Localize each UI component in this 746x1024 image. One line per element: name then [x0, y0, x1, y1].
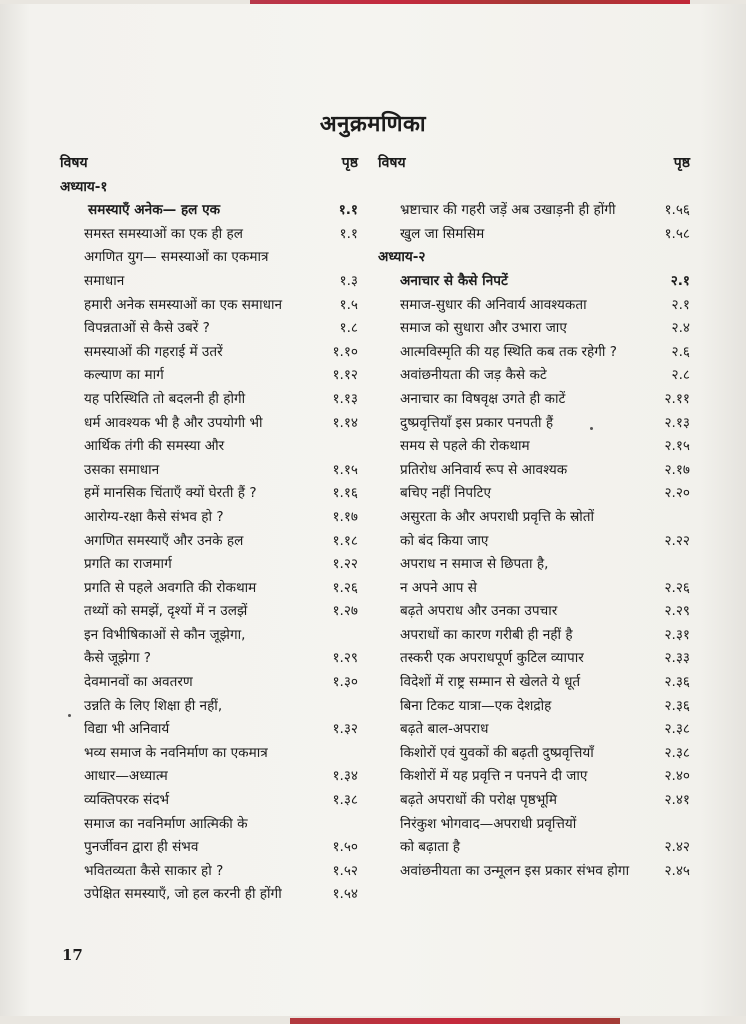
toc-entry [378, 742, 690, 766]
entry-page: २.३३ [664, 650, 690, 667]
toc-entry [378, 600, 690, 624]
page-heading: पृष्ठ [673, 155, 690, 171]
toc-entry [378, 718, 690, 742]
entry-title: बिना टिकट यात्रा—एक देशद्रोह [400, 697, 552, 714]
toc-entry [378, 530, 690, 554]
toc-entry [60, 647, 358, 671]
toc-entry [378, 813, 690, 837]
subject-heading: विषय [378, 155, 406, 171]
entry-page: १.१३ [332, 390, 358, 407]
entry-title: आर्थिक तंगी की समस्या और [84, 438, 225, 455]
entry-page: २.१३ [664, 414, 690, 431]
chapter-heading [60, 176, 358, 200]
toc-entry [60, 836, 358, 860]
toc-entry [60, 718, 358, 742]
toc-entry [60, 223, 358, 247]
entry-title: कल्याण का मार्ग [84, 367, 164, 384]
entry-page: १.३२ [332, 721, 358, 738]
entry-title: आधार—अध्यात्म [84, 768, 168, 785]
entry-title: अपराध न समाज से छिपता है, [400, 556, 549, 573]
entry-title: उपेक्षित समस्याएँ, जो हल करनी ही होंगी [84, 886, 282, 903]
toc-entry [60, 860, 358, 884]
toc-entry [378, 341, 690, 365]
entry-page: १.२७ [332, 603, 358, 620]
entry-page: १.१ [338, 202, 358, 219]
entry-title: विपन्नताओं से कैसे उबरें ? [84, 320, 210, 337]
entry-page: २.२९ [664, 603, 690, 620]
entry-title: दुष्प्रवृत्तियाँ इस प्रकार पनपती हैं [400, 414, 554, 431]
toc-entry [60, 388, 358, 412]
entry-title: भ्रष्टाचार की गहरी जड़ें अब उखाड़नी ही होंगी [400, 202, 616, 219]
toc-entry [378, 294, 690, 318]
entry-title: अगणित युग— समस्याओं का एकमात्र [84, 249, 269, 266]
entry-page: १.५० [332, 839, 358, 856]
toc-entry [60, 246, 358, 270]
entry-page: १.५२ [332, 862, 358, 879]
entry-page: २.१५ [664, 438, 690, 455]
entry-title: न अपने आप से [400, 579, 477, 596]
toc-entry [378, 199, 690, 223]
toc-entry [60, 530, 358, 554]
entry-title: हमारी अनेक समस्याओं का एक समाधान [84, 296, 283, 313]
toc-entry [60, 577, 358, 601]
toc-entry [60, 695, 358, 719]
entry-title: विद्या भी अनिवार्य [84, 721, 170, 738]
toc-entry [378, 459, 690, 483]
toc-entry [378, 553, 690, 577]
toc-entry [378, 176, 690, 200]
entry-title: व्यक्तिपरक संदर्भ [84, 792, 170, 809]
toc-entry [60, 506, 358, 530]
entry-page: २.४ [671, 320, 690, 337]
page-heading: पृष्ठ [341, 155, 358, 171]
entry-page: २.३८ [664, 721, 690, 738]
entry-page: १.१८ [332, 532, 358, 549]
entry-page: २.३८ [664, 744, 690, 761]
entry-title: समाज-सुधार की अनिवार्य आवश्यकता [400, 296, 587, 313]
toc-entry [60, 742, 358, 766]
toc-entry [378, 577, 690, 601]
entry-page: १.२६ [332, 579, 358, 596]
entry-page: २.१ [671, 296, 690, 313]
entry-title: धर्म आवश्यक भी है और उपयोगी भी [84, 414, 263, 431]
toc-entry [378, 695, 690, 719]
entry-title: अध्याय-२ [378, 249, 426, 266]
entry-page: २.२२ [664, 532, 690, 549]
entry-title: अनाचार का विषवृक्ष उगते ही काटें [400, 390, 566, 407]
entry-title: भव्य समाज के नवनिर्माण का एकमात्र [84, 744, 268, 761]
toc-entry [378, 364, 690, 388]
entry-title: प्रगति से पहले अवगति की रोकथाम [84, 579, 257, 596]
entry-page: १.१ [339, 225, 358, 242]
toc-entry [60, 435, 358, 459]
entry-page: २.८ [671, 367, 690, 384]
toc-entry [60, 294, 358, 318]
entry-page: १.३४ [332, 768, 358, 785]
toc-entry [378, 388, 690, 412]
toc-right-rows [378, 176, 690, 884]
entry-title: यह परिस्थिति तो बदलनी ही होगी [84, 390, 246, 407]
toc-entry [378, 223, 690, 247]
entry-title: समस्याएँ अनेक— हल एक [88, 202, 221, 219]
entry-title: अगणित समस्याएँ और उनके हल [84, 532, 244, 549]
toc-entry [378, 270, 690, 294]
entry-page: २.४५ [664, 862, 690, 879]
toc-entry [60, 341, 358, 365]
entry-title: अनाचार से कैसे निपटें [400, 272, 508, 289]
entry-page: २.४२ [664, 839, 690, 856]
entry-page: २.३६ [664, 697, 690, 714]
entry-title: समय से पहले की रोकथाम [400, 438, 530, 455]
entry-title: अवांछनीयता की जड़ कैसे कटे [400, 367, 547, 384]
entry-page: १.५४ [332, 886, 358, 903]
toc-entry [378, 765, 690, 789]
toc-entry [60, 765, 358, 789]
entry-page: १.२२ [332, 556, 358, 573]
entry-title: उन्नति के लिए शिक्षा ही नहीं, [84, 697, 223, 714]
entry-title: निरंकुश भोगवाद—अपराधी प्रवृत्तियों [400, 815, 577, 832]
toc-entry [60, 459, 358, 483]
entry-title: भवितव्यता कैसे साकार हो ? [84, 862, 224, 879]
toc-entry [378, 412, 690, 436]
toc-entry [60, 671, 358, 695]
entry-title: इन विभीषिकाओं से कौन जूझेगा, [84, 626, 246, 643]
entry-title: प्रगति का राजमार्ग [84, 556, 172, 573]
entry-page: १.८ [339, 320, 358, 337]
toc-entry [60, 883, 358, 907]
entry-page: २.४१ [664, 792, 690, 809]
entry-title: अवांछनीयता का उन्मूलन इस प्रकार संभव होगा [400, 862, 630, 879]
toc-entry [378, 860, 690, 884]
entry-title: समस्त समस्याओं का एक ही हल [84, 225, 243, 242]
entry-title: अपराधों का कारण गरीबी ही नहीं है [400, 626, 573, 643]
entry-page: २.१ [670, 272, 690, 289]
entry-title: बढ़ते बाल-अपराध [400, 721, 489, 738]
entry-page: १.२९ [332, 650, 358, 667]
entry-page: १.३८ [332, 792, 358, 809]
entry-title: पुनर्जीवन द्वारा ही संभव [84, 839, 199, 856]
entry-title: समाज का नवनिर्माण आत्मिकी के [84, 815, 248, 832]
entry-title: तथ्यों को समझें, दृश्यों में न उलझें [84, 603, 248, 620]
entry-page: २.४० [664, 768, 690, 785]
entry-page: १.१५ [332, 461, 358, 478]
entry-title: को बंद किया जाए [400, 532, 489, 549]
entry-page: १.५८ [664, 225, 690, 242]
toc-header [378, 152, 690, 176]
book-edge-bottom [290, 1018, 620, 1024]
toc-entry [60, 317, 358, 341]
entry-title: बचिए नहीं निपटिए [400, 485, 492, 502]
entry-title: किशोरों में यह प्रवृत्ति न पनपने दी जाए [400, 768, 588, 785]
entry-title: देवमानवों का अवतरण [84, 674, 193, 691]
entry-title: समाज को सुधारा और उभारा जाए [400, 320, 567, 337]
entry-title: कैसे जूझेगा ? [84, 650, 152, 667]
entry-page: १.३ [339, 272, 358, 289]
toc-left-column [60, 152, 358, 907]
entry-title: प्रतिरोध अनिवार्य रूप से आवश्यक [400, 461, 568, 478]
chapter-heading [378, 246, 690, 270]
stray-mark [590, 427, 593, 430]
entry-page: १.१० [332, 343, 358, 360]
entry-page: १.१७ [332, 508, 358, 525]
toc-entry [60, 789, 358, 813]
toc-entry [378, 435, 690, 459]
entry-title: हमें मानसिक चिंताएँ क्यों घेरती हैं ? [84, 485, 257, 502]
entry-page: १.१६ [332, 485, 358, 502]
toc-entry [378, 317, 690, 341]
toc-entry [60, 364, 358, 388]
entry-page: १.३० [332, 674, 358, 691]
entry-title: को बढ़ाता है [400, 839, 461, 856]
entry-page: २.११ [664, 390, 690, 407]
entry-page: १.५ [339, 296, 358, 313]
toc-entry [378, 671, 690, 695]
page-number: 17 [62, 946, 83, 964]
toc-entry [60, 270, 358, 294]
entry-title: बढ़ते अपराध और उनका उपचार [400, 603, 558, 620]
toc-entry [60, 412, 358, 436]
entry-page: २.३६ [664, 674, 690, 691]
toc-entry [60, 553, 358, 577]
entry-page: २.३१ [664, 626, 690, 643]
toc-entry [60, 624, 358, 648]
toc-left-rows [60, 176, 358, 907]
toc-entry [60, 813, 358, 837]
entry-title: बढ़ते अपराधों की परोक्ष पृष्ठभूमि [400, 792, 557, 809]
subject-heading: विषय [60, 155, 88, 171]
page-title: अनुक्रमणिका [319, 112, 427, 137]
book-page [0, 4, 746, 1016]
entry-title: तस्करी एक अपराधपूर्ण कुटिल व्यापार [400, 650, 584, 667]
entry-title: उसका समाधान [84, 461, 160, 478]
toc-entry [378, 482, 690, 506]
entry-title: असुरता के और अपराधी प्रवृत्ति के स्रोतों [400, 508, 595, 525]
entry-page: १.१४ [332, 414, 358, 431]
toc-entry [60, 482, 358, 506]
entry-page: १.१२ [332, 367, 358, 384]
entry-page: २.२० [664, 485, 690, 502]
toc-entry [378, 647, 690, 671]
entry-title: आरोग्य-रक्षा कैसे संभव हो ? [84, 508, 224, 525]
toc-right-column [378, 152, 690, 883]
toc-entry [378, 789, 690, 813]
entry-page: १.५६ [664, 202, 690, 219]
entry-title: किशोरों एवं युवकों की बढ़ती दुष्प्रवृत्तियाँ [400, 744, 594, 761]
stray-mark [68, 714, 71, 717]
entry-page: २.२६ [664, 579, 690, 596]
toc-entry [378, 624, 690, 648]
entry-title: अध्याय-१ [60, 178, 108, 195]
entry-page: २.६ [671, 343, 690, 360]
entry-title: समाधान [84, 272, 125, 289]
entry-title: विदेशों में राष्ट्र सम्मान से खेलते ये धूर्त [400, 674, 581, 691]
entry-title: समस्याओं की गहराई में उतरें [84, 343, 223, 360]
entry-title: आत्मविस्मृति की यह स्थिति कब तक रहेगी ? [400, 343, 617, 360]
entry-page: २.१७ [664, 461, 690, 478]
toc-entry [378, 836, 690, 860]
toc-header [60, 152, 358, 176]
toc-entry [60, 199, 358, 223]
toc-entry [60, 600, 358, 624]
toc-entry [378, 506, 690, 530]
entry-title: खुल जा सिमसिम [400, 225, 485, 242]
